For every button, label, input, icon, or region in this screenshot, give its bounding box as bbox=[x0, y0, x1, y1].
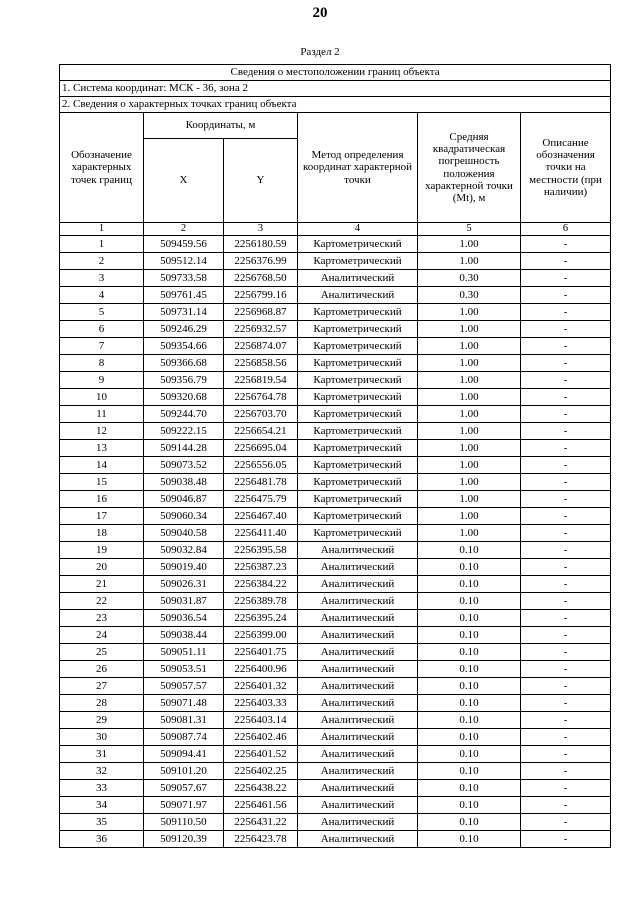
page-number: 20 bbox=[312, 5, 328, 21]
description-cell: - bbox=[521, 507, 611, 524]
y-coordinate-cell: 2256461.56 bbox=[224, 796, 298, 813]
x-coordinate-cell: 509512.14 bbox=[144, 252, 224, 269]
point-number-cell: 34 bbox=[60, 796, 144, 813]
accuracy-cell: 0.10 bbox=[418, 558, 521, 575]
table-row bbox=[60, 303, 611, 320]
accuracy-cell: 0.10 bbox=[418, 677, 521, 694]
description-cell: - bbox=[521, 235, 611, 252]
y-coordinate-cell: 2256556.05 bbox=[224, 456, 298, 473]
method-cell: Картометрический bbox=[298, 473, 418, 490]
table-row bbox=[60, 626, 611, 643]
description-cell: - bbox=[521, 660, 611, 677]
method-cell: Картометрический bbox=[298, 456, 418, 473]
description-cell: - bbox=[521, 694, 611, 711]
point-number-cell: 33 bbox=[60, 779, 144, 796]
x-coordinate-cell: 509038.48 bbox=[144, 473, 224, 490]
y-coordinate-cell: 2256968.87 bbox=[224, 303, 298, 320]
point-number-cell: 28 bbox=[60, 694, 144, 711]
point-number-cell: 26 bbox=[60, 660, 144, 677]
table-row bbox=[60, 779, 611, 796]
point-number-cell: 2 bbox=[60, 252, 144, 269]
y-coordinate-cell: 2256403.33 bbox=[224, 694, 298, 711]
x-coordinate-cell: 509057.67 bbox=[144, 779, 224, 796]
method-cell: Аналитический bbox=[298, 745, 418, 762]
method-cell: Аналитический bbox=[298, 677, 418, 694]
column-numbers-row bbox=[60, 223, 611, 236]
point-number-cell: 35 bbox=[60, 813, 144, 830]
description-cell: - bbox=[521, 286, 611, 303]
description-cell: - bbox=[521, 490, 611, 507]
point-number-cell: 17 bbox=[60, 507, 144, 524]
accuracy-cell: 1.00 bbox=[418, 507, 521, 524]
table-row bbox=[60, 524, 611, 541]
table-row bbox=[60, 609, 611, 626]
accuracy-cell: 0.10 bbox=[418, 796, 521, 813]
table-row bbox=[60, 473, 611, 490]
column-number: 1 bbox=[60, 223, 144, 236]
accuracy-cell: 1.00 bbox=[418, 388, 521, 405]
description-cell: - bbox=[521, 558, 611, 575]
table-title: Сведения о местоположении границ объекта bbox=[60, 65, 611, 81]
table-row bbox=[60, 371, 611, 388]
x-coordinate-cell: 509366.68 bbox=[144, 354, 224, 371]
y-coordinate-cell: 2256400.96 bbox=[224, 660, 298, 677]
description-cell: - bbox=[521, 541, 611, 558]
description-cell: - bbox=[521, 303, 611, 320]
point-number-cell: 3 bbox=[60, 269, 144, 286]
y-coordinate-cell: 2256395.24 bbox=[224, 609, 298, 626]
description-cell: - bbox=[521, 422, 611, 439]
table-row bbox=[60, 320, 611, 337]
method-cell: Аналитический bbox=[298, 711, 418, 728]
table-row bbox=[60, 575, 611, 592]
table-row bbox=[60, 677, 611, 694]
description-cell: - bbox=[521, 337, 611, 354]
table-row bbox=[60, 711, 611, 728]
accuracy-cell: 0.10 bbox=[418, 626, 521, 643]
x-coordinate-cell: 509019.40 bbox=[144, 558, 224, 575]
x-coordinate-cell: 509038.44 bbox=[144, 626, 224, 643]
point-number-cell: 30 bbox=[60, 728, 144, 745]
x-coordinate-cell: 509101.20 bbox=[144, 762, 224, 779]
accuracy-cell: 0.10 bbox=[418, 643, 521, 660]
description-cell: - bbox=[521, 762, 611, 779]
method-cell: Аналитический bbox=[298, 269, 418, 286]
table-row bbox=[60, 660, 611, 677]
y-coordinate-cell: 2256402.25 bbox=[224, 762, 298, 779]
table-row bbox=[60, 286, 611, 303]
table-row bbox=[60, 388, 611, 405]
y-coordinate-cell: 2256389.78 bbox=[224, 592, 298, 609]
x-coordinate-cell: 509120.39 bbox=[144, 830, 224, 847]
accuracy-cell: 0.10 bbox=[418, 745, 521, 762]
table-row bbox=[60, 830, 611, 847]
accuracy-cell: 1.00 bbox=[418, 235, 521, 252]
description-cell: - bbox=[521, 643, 611, 660]
table-row bbox=[60, 558, 611, 575]
description-cell: - bbox=[521, 439, 611, 456]
point-number-cell: 25 bbox=[60, 643, 144, 660]
y-coordinate-cell: 2256431.22 bbox=[224, 813, 298, 830]
table-row bbox=[60, 541, 611, 558]
x-coordinate-cell: 509036.54 bbox=[144, 609, 224, 626]
accuracy-cell: 0.10 bbox=[418, 609, 521, 626]
y-coordinate-cell: 2256401.32 bbox=[224, 677, 298, 694]
method-cell: Картометрический bbox=[298, 439, 418, 456]
accuracy-cell: 0.10 bbox=[418, 728, 521, 745]
point-number-cell: 32 bbox=[60, 762, 144, 779]
x-coordinate-cell: 509053.51 bbox=[144, 660, 224, 677]
y-coordinate-cell: 2256180.59 bbox=[224, 235, 298, 252]
method-cell: Картометрический bbox=[298, 303, 418, 320]
accuracy-cell: 0.10 bbox=[418, 575, 521, 592]
table-row bbox=[60, 728, 611, 745]
description-cell: - bbox=[521, 711, 611, 728]
y-coordinate-cell: 2256874.07 bbox=[224, 337, 298, 354]
table-row bbox=[60, 745, 611, 762]
section-label: Раздел 2 bbox=[300, 46, 340, 58]
table-row bbox=[60, 439, 611, 456]
x-coordinate-cell: 509222.15 bbox=[144, 422, 224, 439]
point-number-cell: 36 bbox=[60, 830, 144, 847]
accuracy-cell: 0.10 bbox=[418, 762, 521, 779]
x-coordinate-cell: 509081.31 bbox=[144, 711, 224, 728]
y-coordinate-cell: 2256932.57 bbox=[224, 320, 298, 337]
x-coordinate-cell: 509087.74 bbox=[144, 728, 224, 745]
y-coordinate-cell: 2256438.22 bbox=[224, 779, 298, 796]
y-coordinate-cell: 2256411.40 bbox=[224, 524, 298, 541]
x-coordinate-cell: 509459.56 bbox=[144, 235, 224, 252]
description-cell: - bbox=[521, 473, 611, 490]
coordinate-system-row: 1. Система координат: МСК - 36, зона 2 bbox=[60, 81, 611, 97]
method-cell: Аналитический bbox=[298, 660, 418, 677]
point-number-cell: 6 bbox=[60, 320, 144, 337]
y-coordinate-cell: 2256799.16 bbox=[224, 286, 298, 303]
table-row bbox=[60, 592, 611, 609]
table-row bbox=[60, 252, 611, 269]
point-number-cell: 7 bbox=[60, 337, 144, 354]
accuracy-cell: 1.00 bbox=[418, 337, 521, 354]
x-coordinate-cell: 509244.70 bbox=[144, 405, 224, 422]
table-row bbox=[60, 456, 611, 473]
header-accuracy: Средняя квадратическая погрешность положения характерной точки (Mt), м bbox=[418, 113, 521, 223]
y-coordinate-cell: 2256819.54 bbox=[224, 371, 298, 388]
point-number-cell: 27 bbox=[60, 677, 144, 694]
method-cell: Аналитический bbox=[298, 541, 418, 558]
accuracy-cell: 0.30 bbox=[418, 269, 521, 286]
header-point-designation: Обозначение характерных точек границ bbox=[60, 113, 144, 223]
point-number-cell: 5 bbox=[60, 303, 144, 320]
table-row bbox=[60, 813, 611, 830]
method-cell: Аналитический bbox=[298, 796, 418, 813]
method-cell: Картометрический bbox=[298, 235, 418, 252]
description-cell: - bbox=[521, 813, 611, 830]
description-cell: - bbox=[521, 354, 611, 371]
accuracy-cell: 0.10 bbox=[418, 779, 521, 796]
x-coordinate-cell: 509071.97 bbox=[144, 796, 224, 813]
y-coordinate-cell: 2256376.99 bbox=[224, 252, 298, 269]
column-number: 6 bbox=[521, 223, 611, 236]
description-cell: - bbox=[521, 252, 611, 269]
method-cell: Аналитический bbox=[298, 609, 418, 626]
x-coordinate-cell: 509761.45 bbox=[144, 286, 224, 303]
x-coordinate-cell: 509057.57 bbox=[144, 677, 224, 694]
point-number-cell: 1 bbox=[60, 235, 144, 252]
accuracy-cell: 1.00 bbox=[418, 524, 521, 541]
x-coordinate-cell: 509060.34 bbox=[144, 507, 224, 524]
accuracy-cell: 0.10 bbox=[418, 830, 521, 847]
column-number: 5 bbox=[418, 223, 521, 236]
table-row bbox=[60, 507, 611, 524]
y-coordinate-cell: 2256481.78 bbox=[224, 473, 298, 490]
description-cell: - bbox=[521, 575, 611, 592]
point-number-cell: 14 bbox=[60, 456, 144, 473]
method-cell: Картометрический bbox=[298, 337, 418, 354]
description-cell: - bbox=[521, 524, 611, 541]
accuracy-cell: 1.00 bbox=[418, 252, 521, 269]
accuracy-cell: 0.10 bbox=[418, 660, 521, 677]
description-cell: - bbox=[521, 388, 611, 405]
x-coordinate-cell: 509110.50 bbox=[144, 813, 224, 830]
table-row bbox=[60, 694, 611, 711]
description-cell: - bbox=[521, 745, 611, 762]
description-cell: - bbox=[521, 371, 611, 388]
method-cell: Аналитический bbox=[298, 694, 418, 711]
x-coordinate-cell: 509356.79 bbox=[144, 371, 224, 388]
description-cell: - bbox=[521, 269, 611, 286]
y-coordinate-cell: 2256695.04 bbox=[224, 439, 298, 456]
x-coordinate-cell: 509051.11 bbox=[144, 643, 224, 660]
accuracy-cell: 1.00 bbox=[418, 320, 521, 337]
header-coordinates: Координаты, м bbox=[144, 113, 298, 139]
accuracy-cell: 0.10 bbox=[418, 541, 521, 558]
point-number-cell: 4 bbox=[60, 286, 144, 303]
x-coordinate-cell: 509320.68 bbox=[144, 388, 224, 405]
y-coordinate-cell: 2256703.70 bbox=[224, 405, 298, 422]
x-coordinate-cell: 509032.84 bbox=[144, 541, 224, 558]
boundary-points-table bbox=[59, 64, 611, 848]
y-coordinate-cell: 2256768.50 bbox=[224, 269, 298, 286]
x-coordinate-cell: 509073.52 bbox=[144, 456, 224, 473]
method-cell: Аналитический bbox=[298, 762, 418, 779]
point-number-cell: 11 bbox=[60, 405, 144, 422]
table-row bbox=[60, 762, 611, 779]
table-row bbox=[60, 643, 611, 660]
y-coordinate-cell: 2256654.21 bbox=[224, 422, 298, 439]
point-number-cell: 13 bbox=[60, 439, 144, 456]
method-cell: Аналитический bbox=[298, 830, 418, 847]
accuracy-cell: 1.00 bbox=[418, 422, 521, 439]
method-cell: Картометрический bbox=[298, 507, 418, 524]
point-number-cell: 29 bbox=[60, 711, 144, 728]
header-x: X bbox=[144, 139, 224, 223]
y-coordinate-cell: 2256858.56 bbox=[224, 354, 298, 371]
description-cell: - bbox=[521, 728, 611, 745]
accuracy-cell: 0.10 bbox=[418, 813, 521, 830]
accuracy-cell: 0.10 bbox=[418, 711, 521, 728]
y-coordinate-cell: 2256467.40 bbox=[224, 507, 298, 524]
method-cell: Аналитический bbox=[298, 779, 418, 796]
accuracy-cell: 0.30 bbox=[418, 286, 521, 303]
point-number-cell: 24 bbox=[60, 626, 144, 643]
x-coordinate-cell: 509731.14 bbox=[144, 303, 224, 320]
point-number-cell: 15 bbox=[60, 473, 144, 490]
header-description: Описание обозначения точки на местности (при наличии) bbox=[521, 113, 611, 223]
header-method: Метод определения координат характерной точки bbox=[298, 113, 418, 223]
y-coordinate-cell: 2256401.52 bbox=[224, 745, 298, 762]
description-cell: - bbox=[521, 626, 611, 643]
x-coordinate-cell: 509144.28 bbox=[144, 439, 224, 456]
x-coordinate-cell: 509733.58 bbox=[144, 269, 224, 286]
method-cell: Аналитический bbox=[298, 558, 418, 575]
y-coordinate-cell: 2256401.75 bbox=[224, 643, 298, 660]
method-cell: Картометрический bbox=[298, 524, 418, 541]
point-number-cell: 22 bbox=[60, 592, 144, 609]
method-cell: Аналитический bbox=[298, 575, 418, 592]
point-number-cell: 21 bbox=[60, 575, 144, 592]
accuracy-cell: 1.00 bbox=[418, 456, 521, 473]
accuracy-cell: 1.00 bbox=[418, 303, 521, 320]
table-body bbox=[60, 235, 611, 847]
table-row bbox=[60, 490, 611, 507]
method-cell: Аналитический bbox=[298, 728, 418, 745]
x-coordinate-cell: 509246.29 bbox=[144, 320, 224, 337]
point-number-cell: 20 bbox=[60, 558, 144, 575]
point-number-cell: 10 bbox=[60, 388, 144, 405]
header-y: Y bbox=[224, 139, 298, 223]
column-number: 3 bbox=[224, 223, 298, 236]
table-row bbox=[60, 269, 611, 286]
accuracy-cell: 1.00 bbox=[418, 371, 521, 388]
accuracy-cell: 1.00 bbox=[418, 405, 521, 422]
x-coordinate-cell: 509094.41 bbox=[144, 745, 224, 762]
table-row bbox=[60, 796, 611, 813]
column-number: 4 bbox=[298, 223, 418, 236]
description-cell: - bbox=[521, 405, 611, 422]
x-coordinate-cell: 509354.66 bbox=[144, 337, 224, 354]
description-cell: - bbox=[521, 609, 611, 626]
y-coordinate-cell: 2256395.58 bbox=[224, 541, 298, 558]
method-cell: Картометрический bbox=[298, 320, 418, 337]
accuracy-cell: 1.00 bbox=[418, 490, 521, 507]
table-row bbox=[60, 405, 611, 422]
accuracy-cell: 1.00 bbox=[418, 354, 521, 371]
point-number-cell: 12 bbox=[60, 422, 144, 439]
point-number-cell: 16 bbox=[60, 490, 144, 507]
description-cell: - bbox=[521, 456, 611, 473]
method-cell: Картометрический bbox=[298, 490, 418, 507]
x-coordinate-cell: 509046.87 bbox=[144, 490, 224, 507]
description-cell: - bbox=[521, 592, 611, 609]
accuracy-cell: 1.00 bbox=[418, 439, 521, 456]
table-row bbox=[60, 422, 611, 439]
point-number-cell: 19 bbox=[60, 541, 144, 558]
accuracy-cell: 1.00 bbox=[418, 473, 521, 490]
method-cell: Картометрический bbox=[298, 422, 418, 439]
y-coordinate-cell: 2256423.78 bbox=[224, 830, 298, 847]
description-cell: - bbox=[521, 796, 611, 813]
y-coordinate-cell: 2256384.22 bbox=[224, 575, 298, 592]
y-coordinate-cell: 2256387.23 bbox=[224, 558, 298, 575]
method-cell: Аналитический bbox=[298, 592, 418, 609]
x-coordinate-cell: 509031.87 bbox=[144, 592, 224, 609]
description-cell: - bbox=[521, 779, 611, 796]
point-number-cell: 31 bbox=[60, 745, 144, 762]
point-number-cell: 9 bbox=[60, 371, 144, 388]
description-cell: - bbox=[521, 677, 611, 694]
method-cell: Картометрический bbox=[298, 371, 418, 388]
method-cell: Картометрический bbox=[298, 252, 418, 269]
table-row bbox=[60, 354, 611, 371]
accuracy-cell: 0.10 bbox=[418, 592, 521, 609]
column-number: 2 bbox=[144, 223, 224, 236]
y-coordinate-cell: 2256402.46 bbox=[224, 728, 298, 745]
point-number-cell: 8 bbox=[60, 354, 144, 371]
point-number-cell: 23 bbox=[60, 609, 144, 626]
method-cell: Аналитический bbox=[298, 286, 418, 303]
method-cell: Аналитический bbox=[298, 643, 418, 660]
accuracy-cell: 0.10 bbox=[418, 694, 521, 711]
y-coordinate-cell: 2256475.79 bbox=[224, 490, 298, 507]
y-coordinate-cell: 2256764.78 bbox=[224, 388, 298, 405]
x-coordinate-cell: 509026.31 bbox=[144, 575, 224, 592]
method-cell: Аналитический bbox=[298, 626, 418, 643]
table-row bbox=[60, 337, 611, 354]
points-heading-row: 2. Сведения о характерных точках границ объекта bbox=[60, 97, 611, 113]
y-coordinate-cell: 2256399.00 bbox=[224, 626, 298, 643]
point-number-cell: 18 bbox=[60, 524, 144, 541]
x-coordinate-cell: 509040.58 bbox=[144, 524, 224, 541]
method-cell: Аналитический bbox=[298, 813, 418, 830]
method-cell: Картометрический bbox=[298, 405, 418, 422]
description-cell: - bbox=[521, 320, 611, 337]
description-cell: - bbox=[521, 830, 611, 847]
y-coordinate-cell: 2256403.14 bbox=[224, 711, 298, 728]
method-cell: Картометрический bbox=[298, 388, 418, 405]
table-row bbox=[60, 235, 611, 252]
method-cell: Картометрический bbox=[298, 354, 418, 371]
x-coordinate-cell: 509071.48 bbox=[144, 694, 224, 711]
